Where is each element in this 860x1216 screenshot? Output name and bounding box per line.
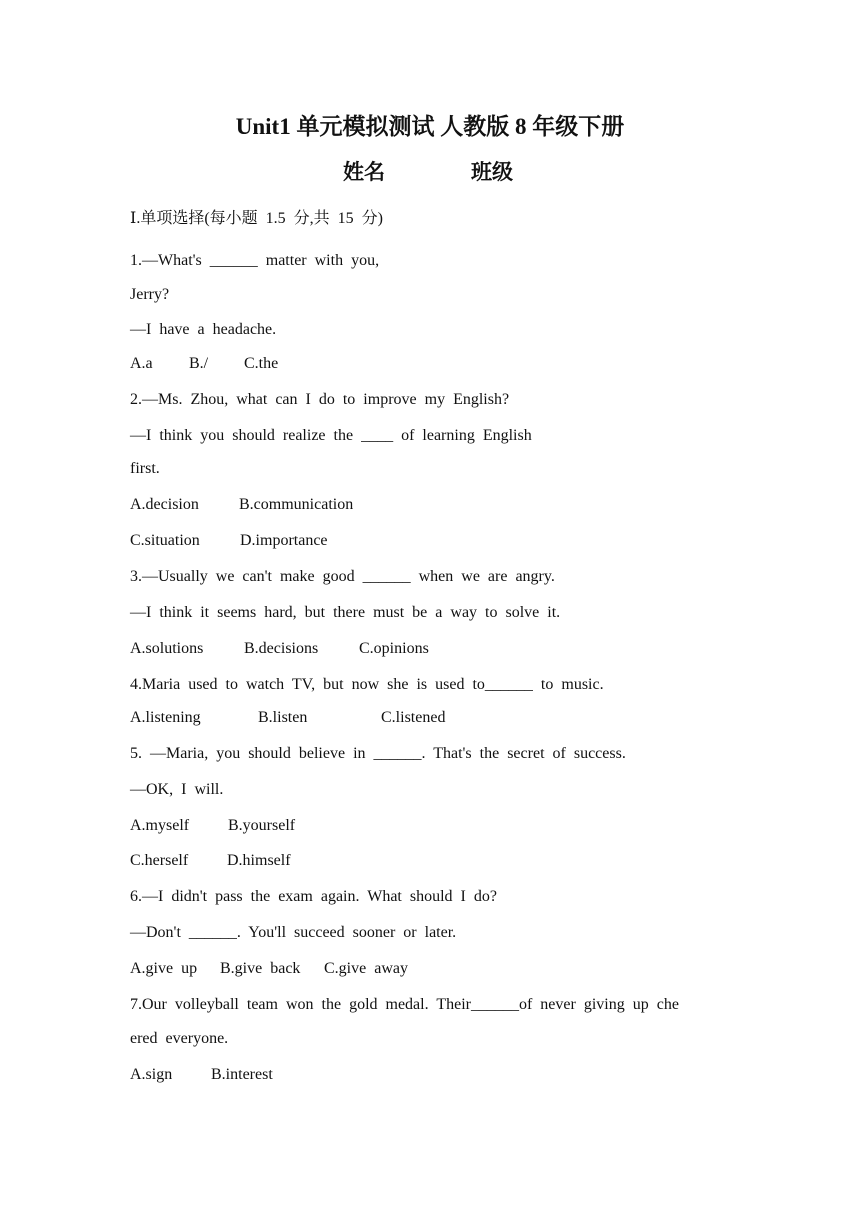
page-title: Unit1 单元模拟测试 人教版 8 年级下册 (235, 114, 625, 139)
question-2-line-3: first. (130, 460, 160, 477)
question-1-line-3: —I have a headache. (130, 321, 277, 338)
question-5-option-b: B.yourself (228, 817, 296, 834)
question-5-line-2: —OK, I will. (130, 781, 224, 798)
question-2-option-b: B.communication (239, 496, 354, 513)
question-7-line-1: 7.Our volleyball team won the gold medal. Their______of never giving up che (130, 996, 679, 1013)
question-6-line-2: —Don't ______. You'll succeed sooner or later. (130, 924, 457, 941)
question-2-option-c: C.situation (130, 532, 200, 549)
question-6-option-c: C.give away (324, 960, 408, 977)
question-3-line-1: 3.—Usually we can't make good ______ when we are angry. (130, 568, 555, 585)
question-6-option-b: B.give back (220, 960, 301, 977)
question-1-line-1: 1.—What's ______ matter with you, (130, 252, 380, 269)
question-6-option-a: A.give up (130, 960, 198, 977)
question-4-option-c: C.listened (381, 709, 446, 726)
question-1-option-c: C.the (244, 355, 279, 372)
question-3-option-c: C.opinions (359, 640, 429, 657)
question-2-line-1: 2.—Ms. Zhou, what can I do to improve my English? (130, 391, 510, 408)
question-5-line-1: 5. —Maria, you should believe in ______. That's the secret of success. (130, 745, 626, 762)
question-3-option-b: B.decisions (244, 640, 319, 657)
question-3-option-a: A.solutions (130, 640, 204, 657)
question-2-line-2: —I think you should realize the ____ of learning English (130, 427, 532, 444)
question-1-line-2: Jerry? (130, 286, 170, 303)
question-1-option-b: B./ (189, 355, 209, 372)
question-4-option-a: A.listening (130, 709, 201, 726)
question-4-option-b: B.listen (258, 709, 308, 726)
question-6-line-1: 6.—I didn't pass the exam again. What should I do? (130, 888, 497, 905)
question-7-option-a: A.sign (130, 1066, 173, 1083)
question-5-option-a: A.myself (130, 817, 190, 834)
section-title: Ⅰ.单项选择(每小题 1.5 分,共 15 分) (130, 210, 383, 227)
name-class-row (0, 157, 860, 187)
name-label: 姓名 (343, 160, 385, 184)
question-2-option-a: A.decision (130, 496, 199, 513)
question-7-option-b: B.interest (211, 1066, 273, 1083)
question-1-option-a: A.a (130, 355, 153, 372)
question-2-option-d: D.importance (240, 532, 328, 549)
question-5-option-d: D.himself (227, 852, 291, 869)
class-label: 班级 (471, 160, 513, 184)
question-3-line-2: —I think it seems hard, but there must be a way to solve it. (130, 604, 561, 621)
question-5-option-c: C.herself (130, 852, 189, 869)
question-4-line-1: 4.Maria used to watch TV, but now she is used to______ to music. (130, 676, 604, 693)
question-7-line-2: ered everyone. (130, 1030, 229, 1047)
